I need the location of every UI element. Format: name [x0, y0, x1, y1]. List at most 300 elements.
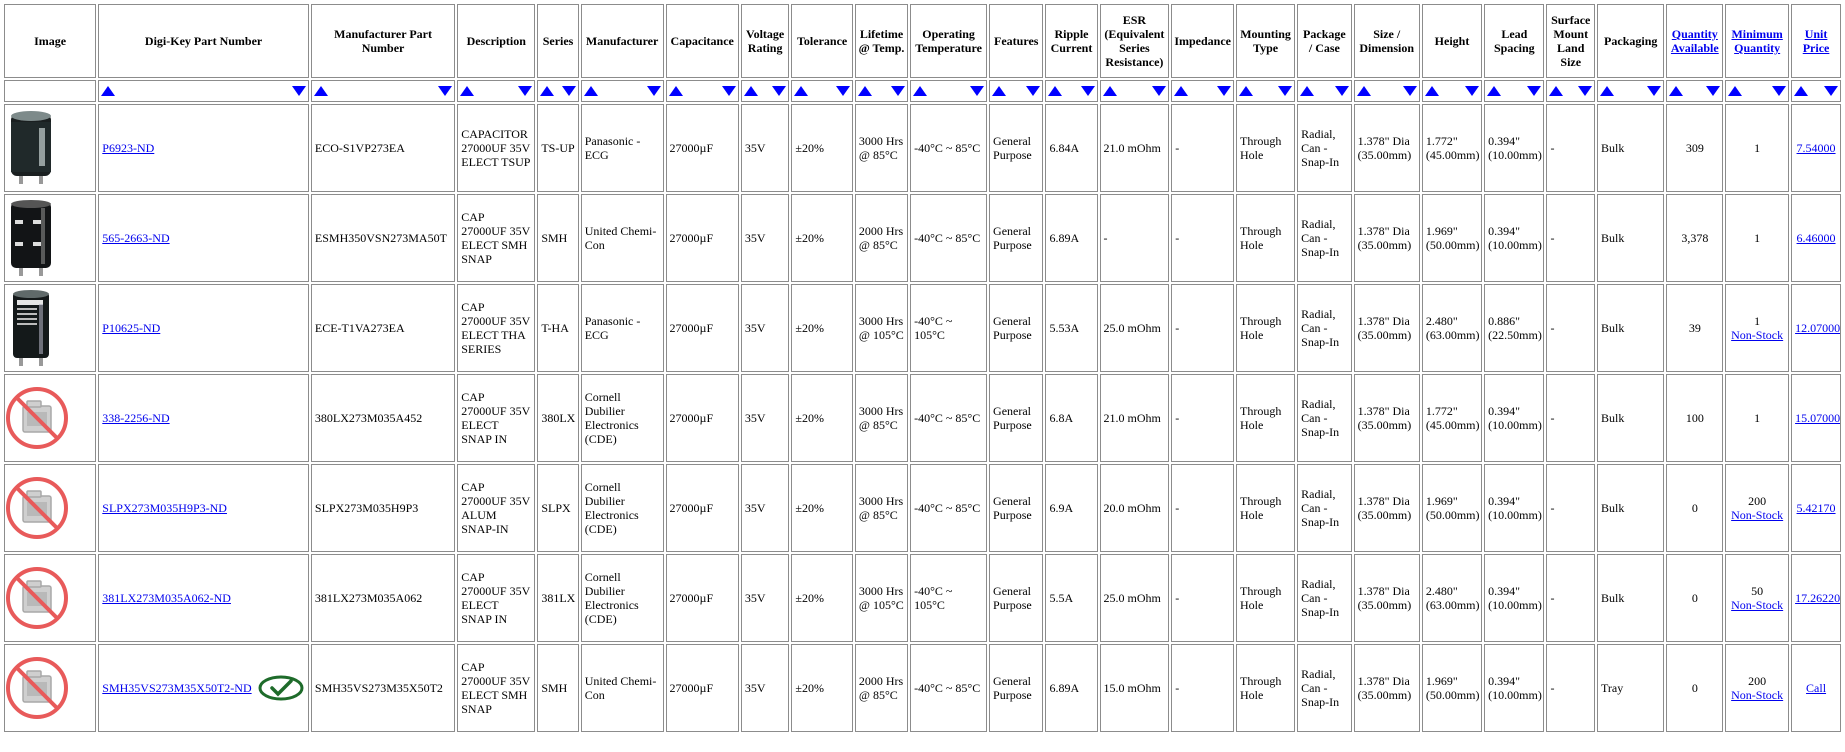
lead-spacing-cell: 0.394" (10.00mm) [1484, 194, 1544, 282]
sort-cell [741, 80, 790, 102]
packaging-cell: Bulk [1597, 284, 1664, 372]
column-header [1354, 4, 1420, 78]
column-header-label: Voltage Rating [746, 27, 785, 55]
image-cell [4, 644, 96, 732]
sort-cell [4, 80, 96, 102]
digikey-part-link[interactable]: 338-2256-ND [102, 411, 170, 425]
op-temp-cell: -40°C ~ 85°C [910, 104, 987, 192]
column-header-label: Manufacturer Part Number [334, 27, 432, 55]
sort-descending-arrow-icon[interactable] [1465, 86, 1479, 96]
column-header [910, 4, 987, 78]
sort-cell [1791, 80, 1841, 102]
sort-cell [791, 80, 853, 102]
minimum-quantity-cell [1725, 554, 1789, 642]
unit-price-link[interactable]: Call [1806, 681, 1827, 695]
height-cell: 1.772" (45.00mm) [1422, 104, 1482, 192]
impedance-cell: - [1171, 284, 1234, 372]
sort-descending-arrow-icon[interactable] [1647, 86, 1661, 96]
sort-descending-arrow-icon[interactable] [1081, 86, 1095, 96]
sort-ascending-arrow-icon[interactable] [992, 86, 1006, 96]
digikey-part-link[interactable]: SLPX273M035H9P3-ND [102, 501, 227, 515]
sort-controls-row [4, 80, 1841, 102]
package-cell: Radial, Can - Snap-In [1297, 194, 1351, 282]
sort-descending-arrow-icon[interactable] [1403, 86, 1417, 96]
sort-descending-arrow-icon[interactable] [1335, 86, 1349, 96]
sort-descending-arrow-icon[interactable] [722, 86, 736, 96]
sort-cell [1171, 80, 1234, 102]
lifetime-cell: 3000 Hrs @ 105°C [855, 284, 908, 372]
height-cell: 1.969" (50.00mm) [1422, 194, 1482, 282]
minimum-quantity-cell [1725, 284, 1789, 372]
capacitance-cell: 27000µF [666, 644, 739, 732]
size-cell: 1.378" Dia (35.00mm) [1354, 194, 1420, 282]
sort-descending-arrow-icon[interactable] [1772, 86, 1786, 96]
mounting-cell: Through Hole [1236, 194, 1295, 282]
digikey-part-link[interactable]: P10625-ND [102, 321, 161, 335]
height-cell: 2.480" (63.00mm) [1422, 284, 1482, 372]
unit-price-cell [1791, 464, 1841, 552]
sort-descending-arrow-icon[interactable] [1706, 86, 1720, 96]
tolerance-cell: ±20% [791, 554, 853, 642]
unit-price-cell [1791, 644, 1841, 732]
minimum-quantity-value: 200 [1748, 674, 1767, 688]
column-header [855, 4, 908, 78]
smt-land-cell: - [1546, 644, 1595, 732]
esr-cell: 25.0 mOhm [1100, 554, 1170, 642]
rohs-compliant-checkmark-icon [258, 675, 304, 701]
sort-cell [989, 80, 1043, 102]
digikey-part-link[interactable]: 381LX273M035A062-ND [102, 591, 231, 605]
description-cell: CAP 27000UF 35V ELECT SMH SNAP [457, 194, 535, 282]
sort-descending-arrow-icon[interactable] [1217, 86, 1231, 96]
package-cell: Radial, Can - Snap-In [1297, 104, 1351, 192]
minimum-quantity-cell [1725, 644, 1789, 732]
sort-ascending-arrow-icon[interactable] [1600, 86, 1614, 96]
minimum-quantity-value: 1 [1754, 231, 1761, 245]
column-header-label: Impedance [1174, 34, 1231, 48]
mounting-cell: Through Hole [1236, 464, 1295, 552]
non-stock-link[interactable]: Non-Stock [1731, 508, 1784, 522]
sort-descending-arrow-icon[interactable] [772, 86, 786, 96]
sort-ascending-arrow-icon[interactable] [913, 86, 927, 96]
quantity-available-cell: 100 [1666, 374, 1723, 462]
sort-cell [1100, 80, 1170, 102]
capacitance-cell: 27000µF [666, 374, 739, 462]
sort-cell [1422, 80, 1482, 102]
impedance-cell: - [1171, 644, 1234, 732]
column-header [1100, 4, 1170, 78]
image-cell [4, 374, 96, 462]
op-temp-cell: -40°C ~ 85°C [910, 374, 987, 462]
height-cell: 1.772" (45.00mm) [1422, 374, 1482, 462]
digikey-part-link[interactable]: 565-2663-ND [102, 231, 170, 245]
description-cell: CAP 27000UF 35V ELECT SNAP IN [457, 374, 535, 462]
unit-price-cell [1791, 104, 1841, 192]
table-row [4, 374, 1841, 462]
column-header-label: Manufacturer [585, 34, 659, 48]
sort-descending-arrow-icon[interactable] [891, 86, 905, 96]
sort-ascending-arrow-icon[interactable] [1487, 86, 1501, 96]
package-cell: Radial, Can - Snap-In [1297, 284, 1351, 372]
features-cell: General Purpose [989, 194, 1043, 282]
smt-land-cell: - [1546, 284, 1595, 372]
sort-descending-arrow-icon[interactable] [1578, 86, 1592, 96]
tolerance-cell: ±20% [791, 644, 853, 732]
manufacturer-cell: Cornell Dubilier Electronics (CDE) [581, 464, 664, 552]
non-stock-link[interactable]: Non-Stock [1731, 688, 1784, 702]
digikey-part-cell [98, 374, 309, 462]
smt-land-cell: - [1546, 464, 1595, 552]
column-header [1597, 4, 1664, 78]
column-header [1725, 4, 1789, 78]
capacitance-cell: 27000µF [666, 284, 739, 372]
capacitance-cell: 27000µF [666, 554, 739, 642]
non-stock-link[interactable]: Non-Stock [1731, 328, 1784, 342]
package-cell: Radial, Can - Snap-In [1297, 374, 1351, 462]
image-cell [4, 284, 96, 372]
minimum-quantity-value: 1 [1754, 314, 1761, 328]
column-header-link[interactable]: Quantity Available [1670, 27, 1719, 55]
column-header-label: Package / Case [1303, 27, 1346, 55]
image-cell [4, 464, 96, 552]
features-cell: General Purpose [989, 464, 1043, 552]
sort-descending-arrow-icon[interactable] [970, 86, 984, 96]
sort-cell [1297, 80, 1351, 102]
tolerance-cell: ±20% [791, 194, 853, 282]
column-header-label: Description [466, 34, 526, 48]
minimum-quantity-value: 1 [1754, 411, 1761, 425]
smt-land-cell: - [1546, 374, 1595, 462]
sort-ascending-arrow-icon[interactable] [669, 86, 683, 96]
lifetime-cell: 2000 Hrs @ 85°C [855, 644, 908, 732]
sort-ascending-arrow-icon[interactable] [460, 86, 474, 96]
sort-cell [855, 80, 908, 102]
search-results-table [2, 2, 1843, 734]
column-header-label: Height [1434, 34, 1470, 48]
column-header [1422, 4, 1482, 78]
mfr-pn-cell: ECE-T1VA273EA [311, 284, 455, 372]
description-cell: CAPACITOR 27000UF 35V ELECT TSUP [457, 104, 535, 192]
table-row [4, 464, 1841, 552]
sort-cell [1546, 80, 1595, 102]
sort-cell [1354, 80, 1420, 102]
unit-price-link[interactable]: 5.42170 [1796, 501, 1836, 515]
column-header-label: Digi-Key Part Number [144, 34, 263, 48]
unit-price-cell [1791, 554, 1841, 642]
voltage-cell: 35V [741, 374, 790, 462]
tolerance-cell: ±20% [791, 374, 853, 462]
lifetime-cell: 2000 Hrs @ 85°C [855, 194, 908, 282]
manufacturer-cell: Cornell Dubilier Electronics (CDE) [581, 374, 664, 462]
impedance-cell: - [1171, 374, 1234, 462]
unit-price-cell [1791, 194, 1841, 282]
sort-ascending-arrow-icon[interactable] [1239, 86, 1253, 96]
column-header-label: ESR (Equivalent Series Resistance) [1104, 13, 1165, 69]
sort-descending-arrow-icon[interactable] [647, 86, 661, 96]
sort-descending-arrow-icon[interactable] [1152, 86, 1166, 96]
packaging-cell: Bulk [1597, 194, 1664, 282]
series-cell: TS-UP [537, 104, 578, 192]
manufacturer-cell: Panasonic - ECG [581, 104, 664, 192]
tolerance-cell: ±20% [791, 104, 853, 192]
column-header [666, 4, 739, 78]
sort-ascending-arrow-icon[interactable] [1103, 86, 1117, 96]
no-image-available-icon [5, 386, 69, 450]
mounting-cell: Through Hole [1236, 374, 1295, 462]
sort-descending-arrow-icon[interactable] [292, 86, 306, 96]
size-cell: 1.378" Dia (35.00mm) [1354, 284, 1420, 372]
digikey-part-link[interactable]: P6923-ND [102, 141, 155, 155]
op-temp-cell: -40°C ~ 85°C [910, 464, 987, 552]
packaging-cell: Bulk [1597, 464, 1664, 552]
unit-price-link[interactable]: 7.54000 [1796, 141, 1836, 155]
mounting-cell: Through Hole [1236, 644, 1295, 732]
column-header-label: Lifetime @ Temp. [858, 27, 905, 55]
series-cell: 381LX [537, 554, 578, 642]
tolerance-cell: ±20% [791, 464, 853, 552]
impedance-cell: - [1171, 104, 1234, 192]
mfr-pn-cell: 380LX273M035A452 [311, 374, 455, 462]
column-header [741, 4, 790, 78]
column-header-label: Lead Spacing [1493, 27, 1535, 55]
capacitance-cell: 27000µF [666, 464, 739, 552]
sort-ascending-arrow-icon[interactable] [1048, 86, 1062, 96]
quantity-available-cell: 0 [1666, 644, 1723, 732]
capacitance-cell: 27000µF [666, 104, 739, 192]
op-temp-cell: -40°C ~ 105°C [910, 284, 987, 372]
mfr-pn-cell: SLPX273M035H9P3 [311, 464, 455, 552]
minimum-quantity-value: 50 [1751, 584, 1764, 598]
sort-descending-arrow-icon[interactable] [1824, 86, 1838, 96]
unit-price-link[interactable]: 12.07000 [1795, 321, 1841, 335]
sort-descending-arrow-icon[interactable] [1278, 86, 1292, 96]
ripple-cell: 6.84A [1045, 104, 1097, 192]
column-header [989, 4, 1043, 78]
sort-ascending-arrow-icon[interactable] [1357, 86, 1371, 96]
minimum-quantity-cell [1725, 104, 1789, 192]
column-header-link[interactable]: Minimum Quantity [1731, 27, 1783, 55]
ripple-cell: 5.5A [1045, 554, 1097, 642]
sort-ascending-arrow-icon[interactable] [1425, 86, 1439, 96]
header-row [4, 4, 1841, 78]
sort-ascending-arrow-icon[interactable] [584, 86, 598, 96]
sort-descending-arrow-icon[interactable] [438, 86, 452, 96]
sort-descending-arrow-icon[interactable] [1026, 86, 1040, 96]
voltage-cell: 35V [741, 644, 790, 732]
column-header [1791, 4, 1841, 78]
column-header-link[interactable]: Unit Price [1802, 27, 1830, 55]
lead-spacing-cell: 0.394" (10.00mm) [1484, 104, 1544, 192]
sort-cell [910, 80, 987, 102]
features-cell: General Purpose [989, 554, 1043, 642]
esr-cell: 15.0 mOhm [1100, 644, 1170, 732]
lifetime-cell: 3000 Hrs @ 85°C [855, 464, 908, 552]
sort-ascending-arrow-icon[interactable] [1669, 86, 1683, 96]
sort-cell [1725, 80, 1789, 102]
sort-ascending-arrow-icon[interactable] [1728, 86, 1742, 96]
capacitance-cell: 27000µF [666, 194, 739, 282]
lifetime-cell: 3000 Hrs @ 85°C [855, 104, 908, 192]
table-row [4, 104, 1841, 192]
column-header-label: Surface Mount Land Size [1551, 13, 1591, 69]
manufacturer-cell: Cornell Dubilier Electronics (CDE) [581, 554, 664, 642]
unit-price-cell [1791, 374, 1841, 462]
mfr-pn-cell: ECO-S1VP273EA [311, 104, 455, 192]
voltage-cell: 35V [741, 464, 790, 552]
lifetime-cell: 3000 Hrs @ 105°C [855, 554, 908, 642]
column-header [457, 4, 535, 78]
mounting-cell: Through Hole [1236, 284, 1295, 372]
series-cell: SMH [537, 644, 578, 732]
sort-cell [1236, 80, 1295, 102]
column-header [1546, 4, 1595, 78]
sort-cell [1666, 80, 1723, 102]
sort-cell [1597, 80, 1664, 102]
no-image-available-icon [5, 656, 69, 720]
height-cell: 1.969" (50.00mm) [1422, 464, 1482, 552]
description-cell: CAP 27000UF 35V ELECT THA SERIES [457, 284, 535, 372]
sort-cell [537, 80, 578, 102]
impedance-cell: - [1171, 464, 1234, 552]
sort-descending-arrow-icon[interactable] [1527, 86, 1541, 96]
unit-price-link[interactable]: 15.07000 [1795, 411, 1841, 425]
lead-spacing-cell: 0.394" (10.00mm) [1484, 554, 1544, 642]
sort-ascending-arrow-icon[interactable] [1794, 86, 1808, 96]
image-cell [4, 104, 96, 192]
height-cell: 1.969" (50.00mm) [1422, 644, 1482, 732]
quantity-available-cell: 309 [1666, 104, 1723, 192]
quantity-available-cell: 3,378 [1666, 194, 1723, 282]
table-row [4, 644, 1841, 732]
size-cell: 1.378" Dia (35.00mm) [1354, 374, 1420, 462]
series-cell: SLPX [537, 464, 578, 552]
manufacturer-cell: United Chemi-Con [581, 644, 664, 732]
voltage-cell: 35V [741, 194, 790, 282]
description-cell: CAP 27000UF 35V ELECT SNAP IN [457, 554, 535, 642]
digikey-part-cell [98, 194, 309, 282]
description-cell: CAP 27000UF 35V ELECT SMH SNAP [457, 644, 535, 732]
packaging-cell: Bulk [1597, 554, 1664, 642]
sort-ascending-arrow-icon[interactable] [794, 86, 808, 96]
sort-cell [1045, 80, 1097, 102]
package-cell: Radial, Can - Snap-In [1297, 644, 1351, 732]
sort-ascending-arrow-icon[interactable] [1549, 86, 1563, 96]
column-header [1297, 4, 1351, 78]
sort-ascending-arrow-icon[interactable] [1300, 86, 1314, 96]
unit-price-link[interactable]: 17.26220 [1795, 591, 1841, 605]
manufacturer-cell: Panasonic - ECG [581, 284, 664, 372]
column-header [98, 4, 309, 78]
mfr-pn-cell: SMH35VS273M35X50T2 [311, 644, 455, 732]
package-cell: Radial, Can - Snap-In [1297, 554, 1351, 642]
sort-ascending-arrow-icon[interactable] [540, 86, 554, 96]
minimum-quantity-cell [1725, 194, 1789, 282]
ripple-cell: 6.89A [1045, 194, 1097, 282]
mfr-pn-cell: ESMH350VSN273MA50T [311, 194, 455, 282]
op-temp-cell: -40°C ~ 105°C [910, 554, 987, 642]
esr-cell: - [1100, 194, 1170, 282]
column-header [537, 4, 578, 78]
impedance-cell: - [1171, 554, 1234, 642]
series-cell: T-HA [537, 284, 578, 372]
capacitor-photo [5, 108, 57, 188]
column-header-label: Packaging [1604, 34, 1658, 48]
sort-ascending-arrow-icon[interactable] [858, 86, 872, 96]
sort-descending-arrow-icon[interactable] [562, 86, 576, 96]
column-header [1171, 4, 1234, 78]
height-cell: 2.480" (63.00mm) [1422, 554, 1482, 642]
column-header-label: Mounting Type [1240, 27, 1291, 55]
sort-descending-arrow-icon[interactable] [518, 86, 532, 96]
sort-cell [666, 80, 739, 102]
column-header-label: Features [994, 34, 1039, 48]
sort-cell [1484, 80, 1544, 102]
table-row [4, 554, 1841, 642]
esr-cell: 20.0 mOhm [1100, 464, 1170, 552]
minimum-quantity-cell [1725, 464, 1789, 552]
column-header-label: Capacitance [670, 34, 734, 48]
digikey-part-link[interactable]: SMH35VS273M35X50T2-ND [102, 681, 252, 695]
sort-ascending-arrow-icon[interactable] [744, 86, 758, 96]
minimum-quantity-value: 200 [1748, 494, 1767, 508]
column-header [4, 4, 96, 78]
size-cell: 1.378" Dia (35.00mm) [1354, 104, 1420, 192]
voltage-cell: 35V [741, 104, 790, 192]
column-header [1484, 4, 1544, 78]
sort-cell [581, 80, 664, 102]
column-header-label: Series [542, 34, 574, 48]
size-cell: 1.378" Dia (35.00mm) [1354, 464, 1420, 552]
sort-ascending-arrow-icon[interactable] [101, 86, 115, 96]
sort-ascending-arrow-icon[interactable] [1174, 86, 1188, 96]
lifetime-cell: 3000 Hrs @ 85°C [855, 374, 908, 462]
lead-spacing-cell: 0.886" (22.50mm) [1484, 284, 1544, 372]
sort-ascending-arrow-icon[interactable] [314, 86, 328, 96]
esr-cell: 21.0 mOhm [1100, 374, 1170, 462]
capacitor-photo [5, 198, 57, 278]
features-cell: General Purpose [989, 104, 1043, 192]
tolerance-cell: ±20% [791, 284, 853, 372]
capacitor-photo [5, 288, 57, 368]
minimum-quantity-value: 1 [1754, 141, 1761, 155]
size-cell: 1.378" Dia (35.00mm) [1354, 644, 1420, 732]
image-cell [4, 554, 96, 642]
column-header [791, 4, 853, 78]
sort-descending-arrow-icon[interactable] [836, 86, 850, 96]
results-body [4, 104, 1841, 732]
smt-land-cell: - [1546, 104, 1595, 192]
esr-cell: 25.0 mOhm [1100, 284, 1170, 372]
series-cell: SMH [537, 194, 578, 282]
voltage-cell: 35V [741, 554, 790, 642]
smt-land-cell: - [1546, 194, 1595, 282]
packaging-cell: Tray [1597, 644, 1664, 732]
image-cell [4, 194, 96, 282]
series-cell: 380LX [537, 374, 578, 462]
non-stock-link[interactable]: Non-Stock [1731, 598, 1784, 612]
features-cell: General Purpose [989, 374, 1043, 462]
op-temp-cell: -40°C ~ 85°C [910, 194, 987, 282]
lead-spacing-cell: 0.394" (10.00mm) [1484, 464, 1544, 552]
esr-cell: 21.0 mOhm [1100, 104, 1170, 192]
column-header-label: Size / Dimension [1359, 27, 1415, 55]
description-cell: CAP 27000UF 35V ALUM SNAP-IN [457, 464, 535, 552]
sort-cell [311, 80, 455, 102]
column-header-label: Tolerance [797, 34, 848, 48]
column-header [1045, 4, 1097, 78]
column-header-label: Ripple Current [1050, 27, 1093, 55]
unit-price-link[interactable]: 6.46000 [1796, 231, 1836, 245]
